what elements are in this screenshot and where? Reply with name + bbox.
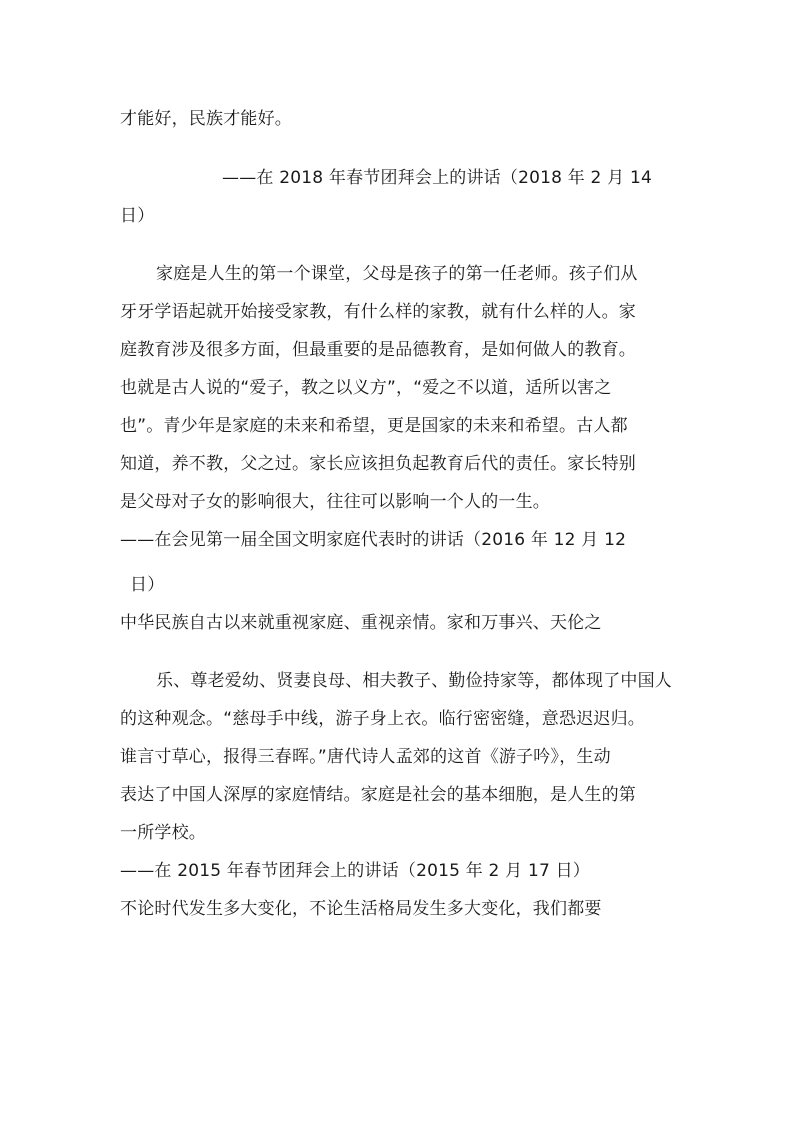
text-line: 家庭是人生的第一个课堂，父母是孩子的第一任老师。孩子们从 xyxy=(156,264,638,284)
text-line: 谁言寸草心，报得三春晖。”唐代诗人孟郊的这首《游子吟》，生动 xyxy=(120,747,611,767)
text-line: 不论时代发生多大变化，不论生活格局发生多大变化，我们都要 xyxy=(120,899,602,919)
text-line: 才能好，民族才能好。 xyxy=(120,109,292,129)
text-line: 也”。青少年是家庭的未来和希望，更是国家的未来和希望。古人都 xyxy=(120,416,628,436)
speech-source: 日） xyxy=(130,575,165,595)
text-line: 知道，养不教，父之过。家长应该担负起教育后代的责任。家长特别 xyxy=(120,454,636,474)
text-line: 表达了中国人深厚的家庭情结。家庭是社会的基本细胞，是人生的第 xyxy=(120,785,636,805)
text-line: ——在会见第一届全国文明家庭代表时的讲话（2016 年 12 月 12 xyxy=(120,530,627,550)
text-line: ——在 2015 年春节团拜会上的讲话（2015 年 2 月 17 日） xyxy=(120,861,591,881)
speech-source-date: 中华民族自古以来就重视家庭、重视亲情。家和万事兴、天伦之 xyxy=(120,613,602,633)
text-line: 也就是古人说的“爱子，教之以义方”，“爱之不以道，适所以害之 xyxy=(120,378,612,398)
text-line: 乐、尊老爱幼、贤妻良母、相夫教子、勤俭持家等，都体现了中国人 xyxy=(156,671,672,691)
speech-source: ——在 2018 年春节团拜会上的讲话（2018 年 2 月 14 xyxy=(222,168,652,188)
speech-source-date: 日） xyxy=(120,206,155,226)
text-line: 的这种观念。“慈母手中线，游子身上衣。临行密密缝，意恐迟迟归。 xyxy=(120,709,646,729)
text-line: 牙牙学语起就开始接受家教，有什么样的家教，就有什么样的人。家 xyxy=(120,302,636,322)
text-line: 一所学校。 xyxy=(120,823,206,843)
text-line: 是父母对子女的影响很大，往往可以影响一个人的一生。 xyxy=(120,492,550,512)
text-line: 庭教育涉及很多方面，但最重要的是品德教育，是如何做人的教育。 xyxy=(120,340,636,360)
